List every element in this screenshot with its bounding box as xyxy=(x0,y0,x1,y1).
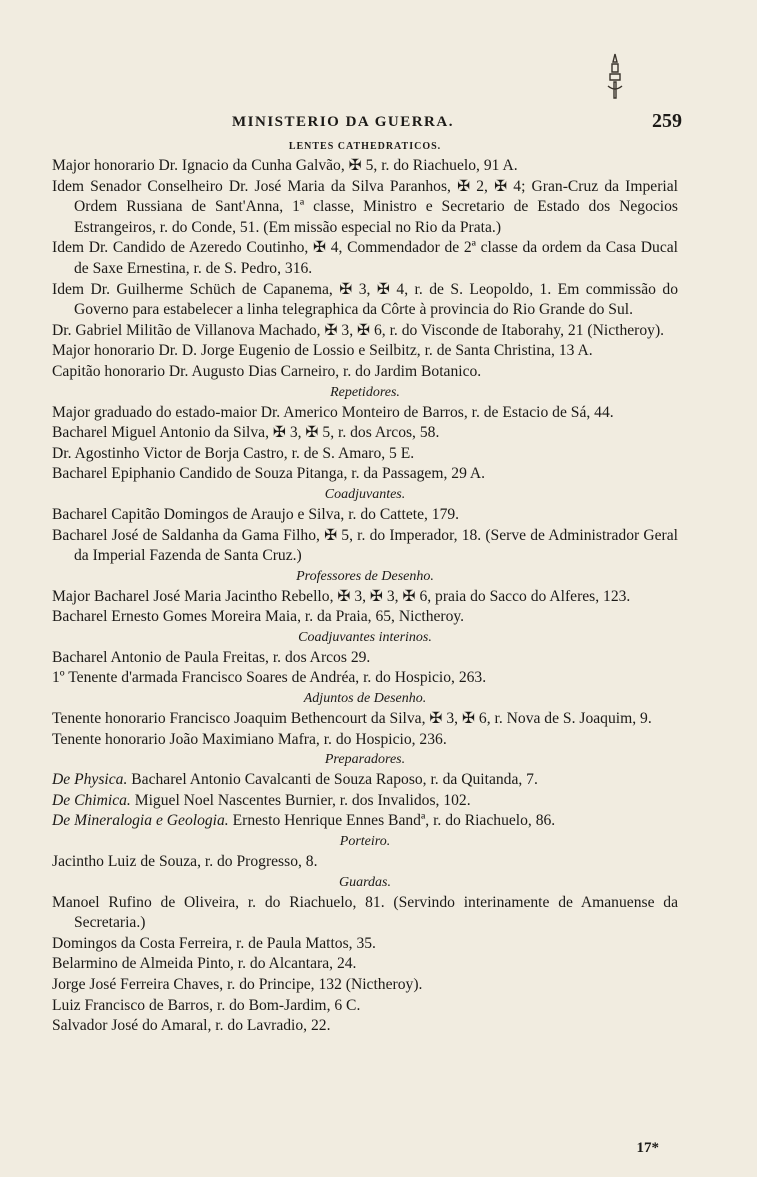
section-heading: Guardas. xyxy=(339,874,391,890)
directory-entry: Bacharel Capitão Domingos de Araujo e Silva, r. do Cattete, 179. xyxy=(52,505,460,523)
directory-entry: Major honorario Dr. Ignacio da Cunha Galvão, ✠ 5, r. do Riachuelo, 91 A. xyxy=(52,157,518,174)
directory-entry: Idem Dr. Guilherme Schüch de Capanema, ✠ 3, ✠ 4, r. de S. Leopoldo, 1. Em commissão do Governo para estabelecer a linha telegraphica da Côrte à provincia do Rio Grande do Sul. xyxy=(52,280,678,319)
directory-entry: Capitão honorario Dr. Augusto Dias Carneiro, r. do Jardim Botanico. xyxy=(52,362,482,380)
directory-entry: Bacharel Antonio de Paula Freitas, r. dos Arcos 29. xyxy=(52,648,371,666)
directory-entry: Manoel Rufino de Oliveira, r. do Riachuelo, 81. (Servindo interinamente de Amanuense da Secretaria.) xyxy=(52,893,678,932)
page-header xyxy=(52,110,682,140)
page-number: 259 xyxy=(652,110,682,132)
entry-lead-label: De Mineralogia e Geologia. xyxy=(52,812,229,830)
directory-entry: Tenente honorario João Maximiano Mafra, r. do Hospicio, 236. xyxy=(52,730,447,748)
directory-listing xyxy=(52,138,678,1037)
directory-entry xyxy=(52,811,678,832)
section-heading: Coadjuvantes. xyxy=(324,486,406,502)
entry-text: Ernesto Henrique Ennes Bandª, r. do Riachuelo, 86. xyxy=(228,812,556,830)
section-heading: Adjuntos de Desenho. xyxy=(303,691,427,707)
directory-entry: Bacharel Miguel Antonio da Silva, ✠ 3, ✠ 5, r. dos Arcos, 58. xyxy=(52,424,440,442)
directory-entry: Belarmino de Almeida Pinto, r. do Alcantara, 24. xyxy=(52,955,357,973)
entry-lead-label: De Chimica. xyxy=(52,791,131,809)
directory-entry: Luiz Francisco de Barros, r. do Bom-Jardim, 6 C. xyxy=(52,996,361,1014)
section-heading: LENTES CATHEDRATICOS. xyxy=(288,141,442,152)
directory-entry: Jorge José Ferreira Chaves, r. do Principe, 132 (Nictheroy). xyxy=(52,976,423,993)
section-heading: Professores de Desenho. xyxy=(296,568,434,584)
directory-entry: Bacharel Epiphanio Candido de Souza Pitanga, r. da Passagem, 29 A. xyxy=(52,465,486,483)
directory-entry: Bacharel José de Saldanha da Gama Filho, ✠ 5, r. do Imperador, 18. (Serve de Administrador Geral da Imperial Fazenda de Santa Cruz.) xyxy=(52,526,678,565)
directory-entry: Idem Senador Conselheiro Dr. José Maria da Silva Paranhos, ✠ 2, ✠ 4; Gran-Cruz da Imperial Ordem Russiana de Sant'Anna, 1ª classe, Ministro e Secretario de Estado dos Negocios Estrangeiros, r. do Conde, 51. (Em missão especial no Rio da Prata.) xyxy=(52,177,678,236)
section-heading: Preparadores. xyxy=(324,752,406,768)
printers-ornament-icon xyxy=(600,52,630,102)
section-heading: Porteiro. xyxy=(339,834,391,850)
directory-entry: Dr. Gabriel Militão de Villanova Machado, ✠ 3, ✠ 6, r. do Visconde de Itaborahy, 21 (Nictheroy). xyxy=(52,321,665,339)
directory-entry: Dr. Agostinho Victor de Borja Castro, r. de S. Amaro, 5 E. xyxy=(52,444,415,462)
signature-mark: 17* xyxy=(636,1140,659,1156)
directory-entry xyxy=(52,791,678,812)
directory-entry: 1º Tenente d'armada Francisco Soares de Andréa, r. do Hospicio, 263. xyxy=(52,669,487,687)
section-heading: Coadjuvantes interinos. xyxy=(298,629,432,645)
directory-entry: Tenente honorario Francisco Joaquim Bethencourt da Silva, ✠ 3, ✠ 6, r. Nova de S. Joaquim, 9. xyxy=(52,710,652,728)
directory-entry: Major Bacharel José Maria Jacintho Rebello, ✠ 3, ✠ 3, ✠ 6, praia do Sacco do Alferes, 123. xyxy=(52,587,631,605)
directory-entry xyxy=(52,770,678,791)
directory-entry: Jacintho Luiz de Souza, r. do Progresso, 8. xyxy=(52,853,318,871)
running-title: MINISTERIO DA GUERRA. xyxy=(232,114,454,130)
directory-entry: Major honorario Dr. D. Jorge Eugenio de Lossio e Seilbitz, r. de Santa Christina, 13 A. xyxy=(52,342,593,360)
directory-entry: Major graduado do estado-maior Dr. Americo Monteiro de Barros, r. de Estacio de Sá, 44. xyxy=(52,403,614,421)
directory-entry: Idem Dr. Candido de Azeredo Coutinho, ✠ 4, Commendador de 2ª classe da ordem da Casa Ducal de Saxe Ernestina, r. de S. Pedro, 316. xyxy=(52,239,678,277)
entry-lead-label: De Physica. xyxy=(52,771,128,789)
entry-text: Miguel Noel Nascentes Burnier, r. dos Invalidos, 102. xyxy=(130,791,471,809)
section-heading: Repetidores. xyxy=(330,384,400,400)
entry-text: Bacharel Antonio Cavalcanti de Souza Raposo, r. da Quitanda, 7. xyxy=(127,771,538,789)
directory-entry: Bacharel Ernesto Gomes Moreira Maia, r. da Praia, 65, Nictheroy. xyxy=(52,608,465,626)
directory-entry: Salvador José do Amaral, r. do Lavradio, 22. xyxy=(52,1017,331,1035)
directory-entry: Domingos da Costa Ferreira, r. de Paula Mattos, 35. xyxy=(52,934,376,952)
